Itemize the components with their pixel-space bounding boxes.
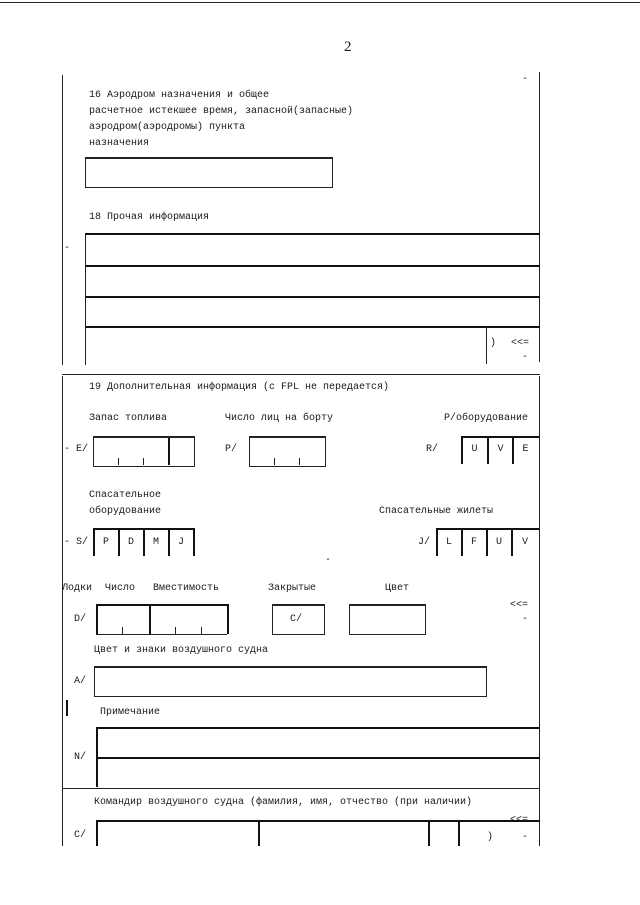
fuel-tick-1 bbox=[118, 458, 119, 465]
pilot-close-paren: ) bbox=[487, 832, 494, 843]
field18-line-4[interactable] bbox=[85, 326, 540, 328]
survival-cell-p[interactable]: P bbox=[102, 537, 109, 548]
pilot-arrow: <<= bbox=[510, 815, 529, 826]
jackets-cell-l[interactable]: L bbox=[445, 537, 452, 548]
survival-cell-d[interactable]: D bbox=[127, 537, 134, 548]
dinghies-div-2 bbox=[227, 604, 229, 634]
remarks-prefix: N/ bbox=[74, 752, 87, 763]
form-left-border-1 bbox=[62, 75, 63, 365]
remarks-line-2[interactable] bbox=[96, 757, 540, 759]
pilot-name-input[interactable] bbox=[98, 822, 482, 844]
dinghies-label: Лодки bbox=[62, 583, 93, 594]
aircraft-input[interactable] bbox=[94, 666, 487, 697]
field16-label-line4: назначения bbox=[89, 138, 150, 149]
equipment-cell-v[interactable]: V bbox=[497, 444, 504, 455]
dinghies-covered-prefix: C/ bbox=[290, 614, 303, 625]
survival-cell-m[interactable]: M bbox=[152, 537, 159, 548]
survival-dot: . bbox=[325, 553, 332, 564]
form-right-border-1 bbox=[539, 72, 540, 362]
persons-label: Число лиц на борту bbox=[225, 413, 334, 424]
field16-destination-input[interactable] bbox=[85, 157, 333, 188]
persons-tick-1 bbox=[274, 458, 275, 465]
equipment-prefix: R/ bbox=[426, 444, 439, 455]
jackets-cell-v[interactable]: V bbox=[521, 537, 528, 548]
field19-title: 19 Дополнительная информация (с FPL не передается) bbox=[89, 382, 390, 393]
equipment-cell-u[interactable]: U bbox=[471, 444, 478, 455]
dinghies-colour-input[interactable] bbox=[349, 604, 426, 635]
field16-dash: - bbox=[522, 74, 529, 85]
jackets-cell-u[interactable]: U bbox=[495, 537, 502, 548]
survival-label-line2: оборудование bbox=[89, 506, 162, 517]
survival-cell-j[interactable]: J bbox=[177, 537, 184, 548]
field18-dash-right: - bbox=[522, 352, 529, 363]
survival-div-4 bbox=[193, 528, 195, 556]
field16-label-line3: аэродром(аэродромы) пункта bbox=[89, 122, 246, 133]
persons-tick-2 bbox=[299, 458, 300, 465]
field18-line-1 bbox=[85, 233, 540, 235]
pilot-dash: - bbox=[522, 832, 529, 843]
field18-close-paren: ) bbox=[490, 338, 497, 349]
dinghies-dash: - bbox=[522, 614, 529, 625]
jackets-label: Спасательные жилеты bbox=[379, 506, 494, 517]
dinghies-colour-label: Цвет bbox=[385, 583, 410, 594]
remarks-label: Примечание bbox=[100, 707, 161, 718]
fuel-label: Запас топлива bbox=[89, 413, 168, 424]
field16-label-line1: 16 Аэродром назначения и общее bbox=[89, 90, 270, 101]
form-right-border-2 bbox=[539, 376, 540, 846]
page-number: 2 bbox=[344, 39, 352, 55]
persons-prefix: P/ bbox=[225, 444, 238, 455]
dinghies-capacity-label: Вместимость bbox=[153, 583, 220, 594]
dinghies-prefix: D/ bbox=[74, 614, 87, 625]
field18-dash-left: - bbox=[64, 243, 71, 254]
equipment-label: Р/оборудование bbox=[444, 413, 529, 424]
fuel-prefix: - E/ bbox=[64, 444, 89, 455]
field16-label-line2: расчетное истекшее время, запасной(запасные) bbox=[89, 106, 354, 117]
persons-input[interactable] bbox=[249, 436, 326, 467]
dinghies-capacity-input[interactable] bbox=[150, 606, 226, 633]
aircraft-prefix: A/ bbox=[74, 676, 87, 687]
equipment-cell-e[interactable]: E bbox=[522, 444, 529, 455]
dinghies-number-input[interactable] bbox=[97, 606, 148, 633]
fuel-input[interactable] bbox=[93, 436, 195, 467]
top-rule bbox=[0, 2, 640, 3]
dinghies-bottom bbox=[96, 634, 227, 635]
jackets-prefix: J/ bbox=[418, 537, 431, 548]
field18-arrow: <<= bbox=[511, 338, 530, 349]
pilot-prefix: C/ bbox=[74, 830, 87, 841]
remarks-line-1 bbox=[96, 727, 540, 729]
survival-label-line1: Спасательное bbox=[89, 490, 162, 501]
dinghies-covered-label: Закрытые bbox=[268, 583, 317, 594]
fuel-tick-2 bbox=[143, 458, 144, 465]
field18-end-divider bbox=[486, 326, 487, 364]
aircraft-label: Цвет и знаки воздушного судна bbox=[94, 645, 269, 656]
pilot-label: Командир воздушного судна (фамилия, имя, отчество (при наличии) bbox=[94, 797, 473, 808]
remarks-left-mark bbox=[66, 700, 68, 716]
field18-inner-left bbox=[85, 233, 86, 365]
equipment-top bbox=[461, 436, 539, 438]
field18-title: 18 Прочая информация bbox=[89, 212, 210, 223]
dinghies-arrow: <<= bbox=[510, 600, 529, 611]
fuel-tick-3 bbox=[168, 438, 170, 465]
field18-line-2[interactable] bbox=[85, 265, 540, 267]
field18-bottom-rule bbox=[62, 374, 540, 375]
field18-line-3[interactable] bbox=[85, 296, 540, 298]
form-left-border-2 bbox=[62, 376, 63, 846]
dinghies-number-label: Число bbox=[105, 583, 136, 594]
survival-prefix: - S/ bbox=[64, 537, 89, 548]
remarks-bottom-rule bbox=[62, 788, 540, 789]
jackets-cell-f[interactable]: F bbox=[470, 537, 477, 548]
